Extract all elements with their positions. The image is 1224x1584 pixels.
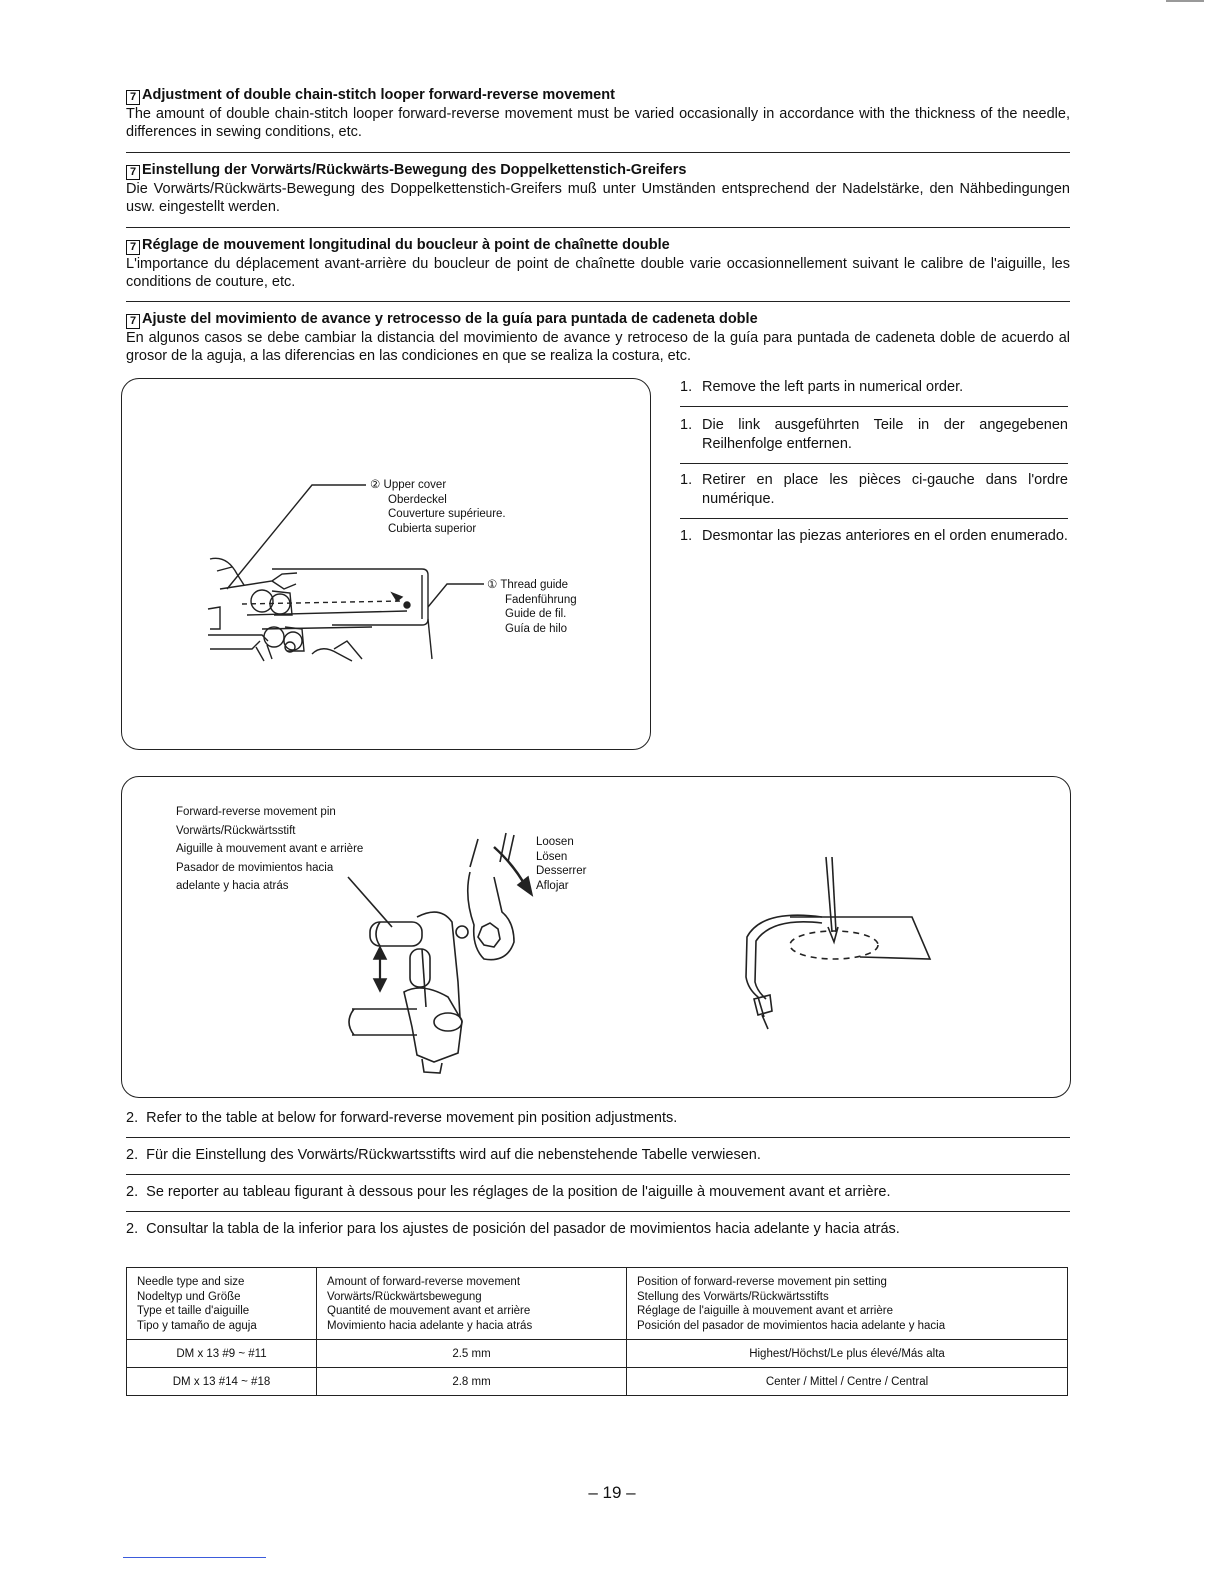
callout-line: Guide de fil. xyxy=(505,608,567,620)
cell-needle: DM x 13 #9 ~ #11 xyxy=(127,1340,317,1368)
label-line: Aiguille à mouvement avant e arrière xyxy=(176,843,364,855)
cell-position: Highest/Höchst/Le plus élevé/Más alta xyxy=(627,1340,1068,1368)
step1-french xyxy=(680,471,1068,508)
divider xyxy=(126,1137,1070,1138)
label-loosen xyxy=(536,835,586,893)
label-line: Pasador de movimientos hacia xyxy=(176,861,334,874)
callout-number-2: ② xyxy=(370,479,381,491)
step-number: 2. xyxy=(126,1221,139,1237)
section-german xyxy=(126,161,1070,216)
callout-line: Thread guide xyxy=(500,579,569,591)
callout-line: Guía de hilo xyxy=(505,622,568,635)
divider xyxy=(126,1174,1070,1175)
step-number: 1. xyxy=(680,379,693,395)
label-line: Aflojar xyxy=(536,879,569,892)
step-text: Retirer en place les pièces ci-gauche dans l'ordre numérique. xyxy=(702,472,1068,507)
step-text: Se reporter au tableau figurant à dessous pour les réglages de la position de l'aiguille à mouvement avant et arrière. xyxy=(146,1184,891,1200)
step-text: Für die Einstellung des Vorwärts/Rückwartsstifts wird auf die nebenstehende Tabelle verwiesen. xyxy=(146,1147,761,1163)
section-heading: Adjustment of double chain-stitch looper forward-reverse movement xyxy=(142,87,615,103)
step-text: Remove the left parts in numerical order. xyxy=(702,379,964,395)
step-number: 2. xyxy=(126,1147,139,1163)
header-amount: Amount of forward-reverse movement Vorwärts/Rückwärtsbewegung Quantité de mouvement avant et arrière Movimiento hacia adelante y hacia atrás xyxy=(317,1268,627,1340)
section-number-badge: 7 xyxy=(126,314,140,329)
section-body: The amount of double chain-stitch looper forward-reverse movement must be varied occasionally in accordance with the thickness of the needle, differences in sewing conditions, etc. xyxy=(126,106,1070,140)
step1-spanish xyxy=(680,527,1068,546)
footer-line xyxy=(123,1557,266,1558)
step-number: 1. xyxy=(680,528,693,544)
figure-upper-cover-removal xyxy=(121,378,651,750)
callout-line: Upper cover xyxy=(383,479,447,491)
label-line: Desserrer xyxy=(536,865,587,877)
step2-spanish xyxy=(126,1220,1070,1238)
label-movement-pin xyxy=(176,803,363,896)
section-french xyxy=(126,236,1070,291)
divider xyxy=(680,518,1068,519)
step1-german xyxy=(680,416,1068,453)
section-body: En algunos casos se debe cambiar la distancia del movimiento de avance y retroceso de la guía para puntada de cadeneta doble de acuerdo al grosor de la aguja, a las diferencias en las condiciones en que se realiza la costura, etc. xyxy=(126,330,1070,364)
callout-line: Couverture supérieure. xyxy=(388,508,506,520)
label-line: Vorwärts/Rückwärtsstift xyxy=(176,824,296,837)
step-number: 1. xyxy=(680,472,693,488)
callout-line: Fadenführung xyxy=(505,593,577,606)
callout-thread-guide xyxy=(487,578,577,636)
label-line: adelante y hacia atrás xyxy=(176,880,289,892)
divider xyxy=(680,406,1068,407)
table-row xyxy=(127,1368,1068,1396)
section-heading: Réglage de mouvement longitudinal du boucleur à point de chaînette double xyxy=(142,237,670,253)
step-number: 2. xyxy=(126,1110,139,1126)
label-line: Forward-reverse movement pin xyxy=(176,806,336,818)
label-line: Loosen xyxy=(536,836,574,848)
table-header-row xyxy=(127,1268,1068,1340)
section-number-badge: 7 xyxy=(126,240,140,255)
divider xyxy=(680,463,1068,464)
corner-mark xyxy=(1166,0,1204,2)
callout-line: Cubierta superior xyxy=(388,522,477,535)
section-number-badge: 7 xyxy=(126,165,140,180)
step2-german xyxy=(126,1146,1070,1164)
section-body: Die Vorwärts/Rückwärts-Bewegung des Doppelkettenstich-Greifers muß unter Umständen entsprechend der Nadelstärke, den Nähbedingungen usw. eingestellt werden. xyxy=(126,181,1070,215)
divider xyxy=(126,152,1070,153)
step-text: Refer to the table at below for forward-reverse movement pin position adjustments. xyxy=(146,1110,678,1126)
step-number: 1. xyxy=(680,417,693,433)
header-position: Position of forward-reverse movement pin setting Stellung des Vorwärts/Rückwärtsstifts Réglage de l'aiguille à mouvement avant et arrière Posición del pasador de movimientos hacia adelante y hacia xyxy=(627,1268,1068,1340)
step2-french xyxy=(126,1183,1070,1201)
callout-line: Oberdeckel xyxy=(388,493,447,506)
section-heading: Einstellung der Vorwärts/Rückwärts-Bewegung des Doppelkettenstich-Greifers xyxy=(142,162,687,178)
table-row xyxy=(127,1340,1068,1368)
step-number: 2. xyxy=(126,1184,139,1200)
figure-movement-pin xyxy=(121,776,1071,1098)
section-body: L'importance du déplacement avant-arrière du boucleur de point de chaînette double varie occasionnellement suivant le calibre de l'aiguille, les conditions de couture, etc. xyxy=(126,256,1070,290)
step-text: Desmontar las piezas anteriores en el orden enumerado. xyxy=(702,528,1068,544)
header-needle: Needle type and size Nodeltyp und Größe Type et taille d'aiguille Tipo y tamaño de aguja xyxy=(127,1268,317,1340)
page-number: – 19 – xyxy=(588,1483,636,1502)
cell-amount: 2.5 mm xyxy=(317,1340,627,1368)
adjustment-table xyxy=(126,1267,1068,1396)
cell-needle: DM x 13 #14 ~ #18 xyxy=(127,1368,317,1396)
callout-upper-cover xyxy=(370,478,506,536)
divider xyxy=(126,1211,1070,1212)
machine-head-illustration xyxy=(122,379,650,749)
label-line: Lösen xyxy=(536,850,568,863)
section-english xyxy=(126,86,1070,141)
divider xyxy=(126,227,1070,228)
divider xyxy=(126,301,1070,302)
step-text: Die link ausgeführten Teile in der angegebenen Reilhenfolge entfernen. xyxy=(702,417,1068,452)
step2-english xyxy=(126,1109,1070,1127)
step1-english xyxy=(680,378,1068,397)
section-number-badge: 7 xyxy=(126,90,140,105)
section-spanish xyxy=(126,310,1070,365)
cell-position: Center / Mittel / Centre / Central xyxy=(627,1368,1068,1396)
callout-number-1: ① xyxy=(487,579,498,591)
section-heading: Ajuste del movimiento de avance y retrocesso de la guía para puntada de cadeneta doble xyxy=(142,311,758,327)
cell-amount: 2.8 mm xyxy=(317,1368,627,1396)
step-text: Consultar la tabla de la inferior para los ajustes de posición del pasador de movimientos hacia adelante y hacia atrás. xyxy=(146,1221,900,1237)
